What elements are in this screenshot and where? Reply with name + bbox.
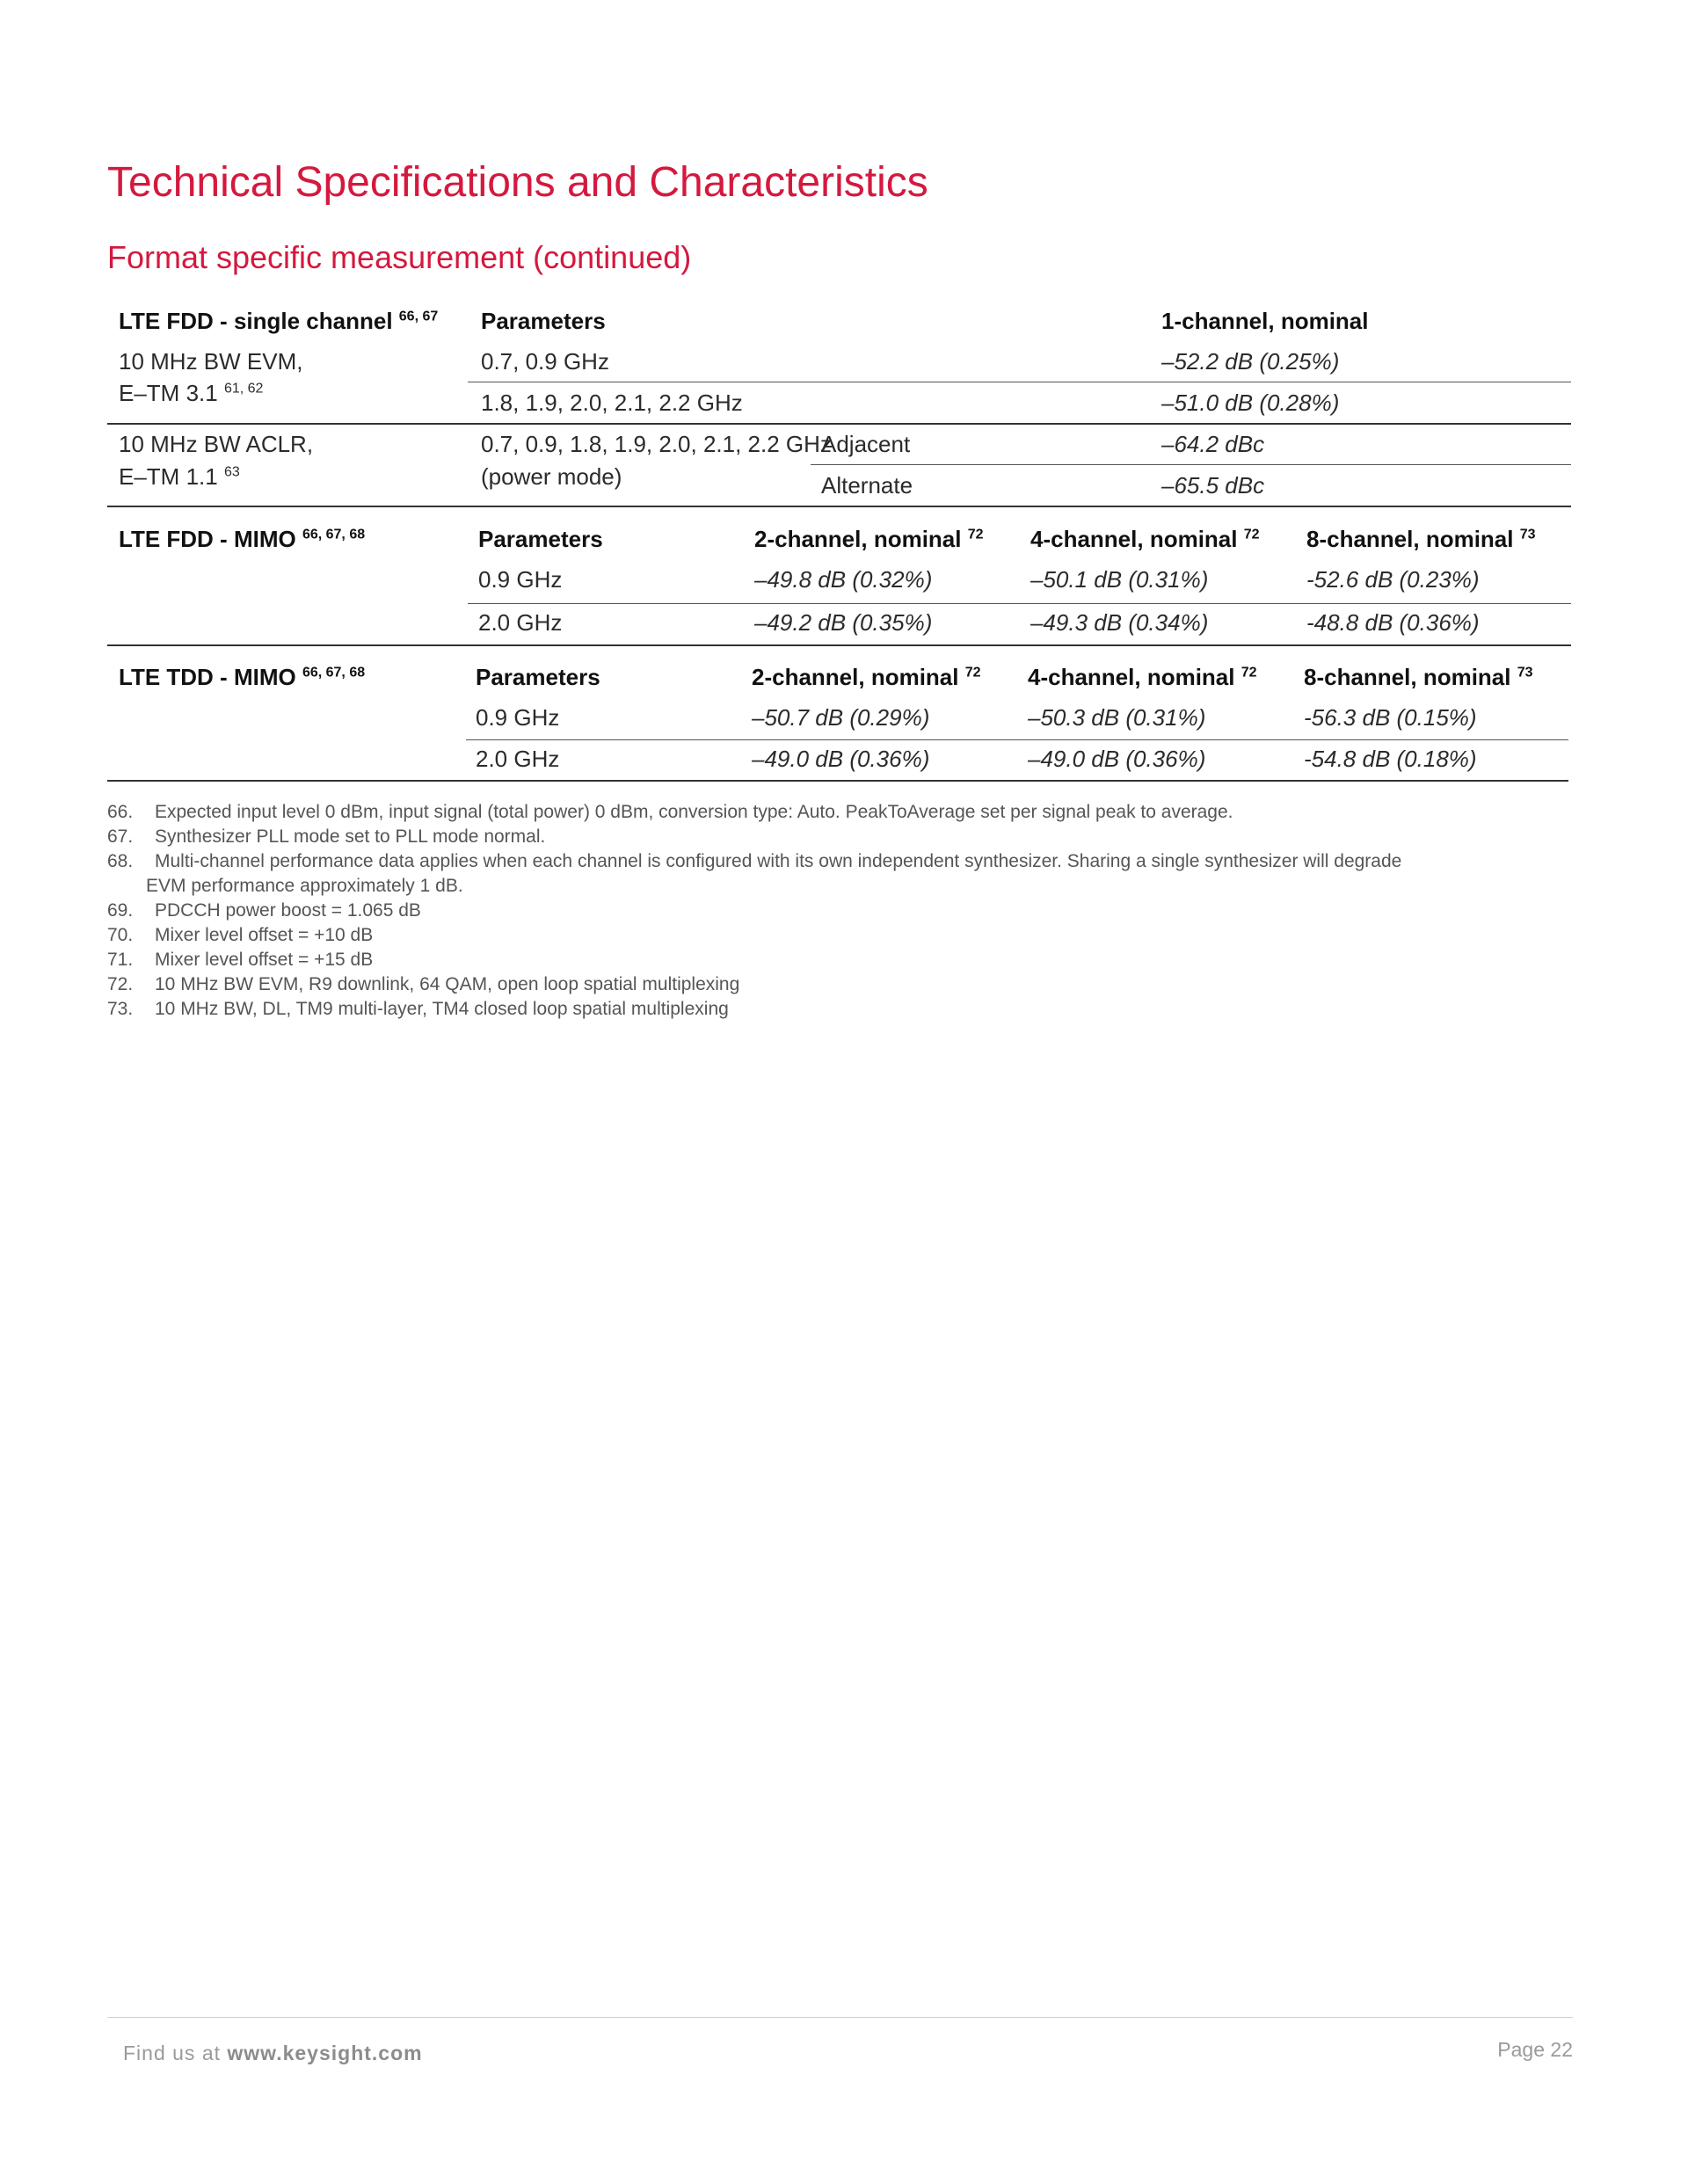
footnote-ref: 66, 67, 68 [302,527,366,542]
value-cell: -48.8 dB (0.36%) [1306,609,1480,636]
value-cell: -54.8 dB (0.18%) [1304,746,1477,772]
page-number: Page 22 [1497,2038,1573,2061]
param-cell: 2.0 GHz [478,609,563,636]
footnote: 73. 10 MHz BW, DL, TM9 multi-layer, TM4 closed loop spatial multiplexing [107,999,729,1019]
value-cell: –49.3 dB (0.34%) [1030,609,1209,636]
aclr-type-cell: Adjacent [821,431,911,457]
param-cell: 0.7, 0.9, 1.8, 1.9, 2.0, 2.1, 2.2 GHz [481,431,832,457]
table-bottom-rule [107,506,1571,507]
row-divider [468,603,1571,604]
param-cell: 0.7, 0.9 GHz [481,348,609,375]
footnote-ref: 72 [964,665,981,681]
table-heading: LTE FDD - MIMO $^{66, 67, 68}$ [119,526,366,552]
footnote: 72. 10 MHz BW EVM, R9 downlink, 64 QAM, open loop spatial multiplexing [107,974,740,994]
table-heading: LTE FDD - single channel $^{66, 67}$ [119,308,439,334]
row-divider [811,464,1571,465]
column-header-8-channel: 8-channel, nominal $^{73}$ [1306,526,1536,552]
row-label-aclr-tm: E–TM 1.1 $^{63}$ [119,463,240,490]
footnote-ref: 72 [1241,665,1257,681]
footnote: 66. Expected input level 0 dBm, input signal (total power) 0 dBm, conversion type: Auto. PeakToAverage set per signal peak to average. [107,802,1233,822]
param-cell-mode: (power mode) [481,463,622,490]
value-cell: –50.1 dB (0.31%) [1030,566,1209,593]
table-bottom-rule [107,780,1568,782]
column-header-1-channel: 1-channel, nominal [1161,308,1369,334]
row-label-aclr: 10 MHz BW ACLR, [119,431,314,457]
column-header-parameters: Parameters [481,308,606,334]
row-label-evm-tm: E–TM 3.1 $^{61, 62}$ [119,380,264,406]
value-cell: –52.2 dB (0.25%) [1161,348,1340,375]
section-divider [107,423,1571,425]
footnote-ref: 73 [1519,527,1536,542]
footnote-ref: 72 [1243,527,1260,542]
value-cell: –49.0 dB (0.36%) [752,746,930,772]
footnote: 68. Multi-channel performance data applies when each channel is configured with its own independent synthesizer. Sharing a single synthesizer will degrade [107,851,1402,871]
column-header-parameters: Parameters [476,664,600,690]
footnote-ref: 72 [967,527,984,542]
footer-divider [107,2017,1573,2018]
aclr-type-cell: Alternate [821,472,913,499]
row-divider [466,739,1568,740]
column-header-2-channel: 2-channel, nominal $^{72}$ [754,526,984,552]
row-label-evm: 10 MHz BW EVM, [119,348,303,375]
param-cell: 0.9 GHz [478,566,563,593]
param-cell: 0.9 GHz [476,704,560,731]
column-header-4-channel: 4-channel, nominal $^{72}$ [1028,664,1257,690]
column-header-8-channel: 8-channel, nominal $^{73}$ [1304,664,1533,690]
footnote-continuation: EVM performance approximately 1 dB. [146,876,463,896]
footnote-ref: 66, 67 [398,309,439,324]
footnote: 67. Synthesizer PLL mode set to PLL mode normal. [107,826,546,847]
column-header-4-channel: 4-channel, nominal $^{72}$ [1030,526,1260,552]
website-link[interactable]: www.keysight.com [227,2042,423,2064]
value-cell: –49.2 dB (0.35%) [754,609,933,636]
value-cell: –49.8 dB (0.32%) [754,566,933,593]
table-bottom-rule [107,644,1571,646]
value-cell: -56.3 dB (0.15%) [1304,704,1477,731]
value-cell: –50.3 dB (0.31%) [1028,704,1206,731]
footnote: 71. Mixer level offset = +15 dB [107,950,374,970]
column-header-parameters: Parameters [478,526,603,552]
footnote-ref: 63 [223,464,240,480]
footnote-ref: 61, 62 [223,381,264,397]
table-heading: LTE TDD - MIMO $^{66, 67, 68}$ [119,664,366,690]
footer-find-us: Find us at www.keysight.com [123,2042,423,2064]
value-cell: –64.2 dBc [1161,431,1265,457]
column-header-2-channel: 2-channel, nominal $^{72}$ [752,664,981,690]
value-cell: –51.0 dB (0.28%) [1161,389,1340,416]
page-title: Technical Specifications and Characteristics [107,159,928,206]
footnote-ref: 66, 67, 68 [302,665,366,681]
footnote-ref: 73 [1517,665,1533,681]
value-cell: –49.0 dB (0.36%) [1028,746,1206,772]
footnote: 70. Mixer level offset = +10 dB [107,925,374,945]
param-cell: 2.0 GHz [476,746,560,772]
footnote: 69. PDCCH power boost = 1.065 dB [107,900,421,921]
value-cell: -52.6 dB (0.23%) [1306,566,1480,593]
value-cell: –65.5 dBc [1161,472,1265,499]
param-cell: 1.8, 1.9, 2.0, 2.1, 2.2 GHz [481,389,743,416]
value-cell: –50.7 dB (0.29%) [752,704,930,731]
section-title: Format specific measurement (continued) [107,239,692,275]
